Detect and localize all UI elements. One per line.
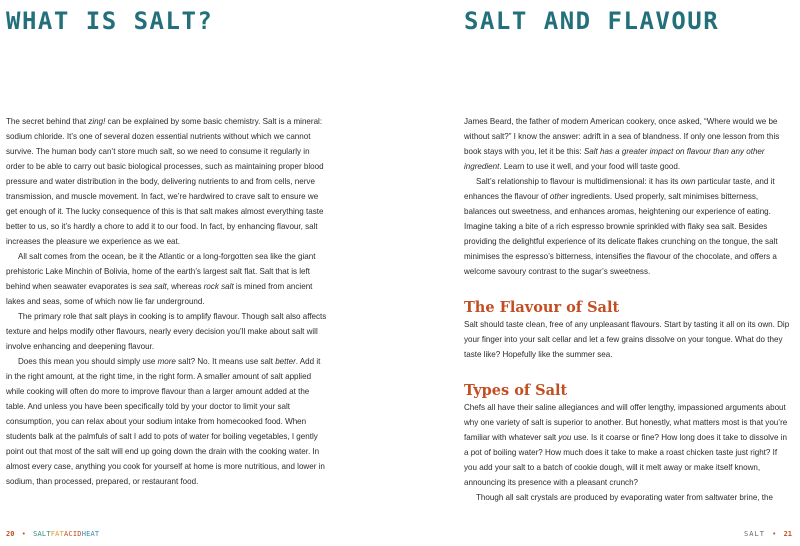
book-title-brand: SALTFATACIDHEAT (33, 530, 100, 538)
paragraph: James Beard, the father of modern American cookery, once asked, “Where would we be without salt?” I know the answer: adrift in a sea of blandness. If only one lesson from this book stays with you, let it be this: Salt has a greater impact on flavour than any other ingredient. Learn to use it well, and your food will taste good. (464, 117, 780, 171)
page-footer-right (744, 530, 792, 538)
footer-separator: • (772, 530, 777, 538)
paragraph: Chefs all have their saline allegiances and will offer lengthy, impassioned arguments about why one variety of salt is superior to another. But honestly, what matters most is that you’re familiar with whatever salt you use. Is it coarse or fine? How long does it take to dissolve in a pot of boiling water? How much does it take to make a roast chicken taste just right? If you add your salt to a batch of cookie dough, will it melt away or make itself known, announcing its presence with a pleasant crunch? (464, 403, 788, 487)
paragraph: Salt’s relationship to flavour is multidimensional: it has its own particular taste, and it enhances the flavour of other ingredients. Used properly, salt minimises bitterness, balances out sweetness, and enhances aromas, heightening our experience of eating. Imagine taking a bite of a rich espresso brownie sprinkled with flaky sea salt. Besides providing the delightful experience of its delicate flakes crunching on the tongue, the salt minimises the espresso’s bitterness, intensifies the flavour of the chocolate, and offers a welcome savoury contrast to the sugar’s sweetness. (464, 177, 778, 276)
paragraph: Salt should taste clean, free of any unpleasant flavours. Start by tasting it all on its own. Dip your finger into your salt cellar and let a few grains dissolve on your tongue. What do they taste like? Hopefully like the summer sea. (464, 320, 790, 359)
right-body-text (464, 114, 790, 505)
left-body-text (6, 114, 328, 489)
page-number: 20 (6, 530, 15, 538)
paragraph: The secret behind that zing! can be explained by some basic chemistry. Salt is a mineral: sodium chloride. It’s one of several dozen essential nutrients without which we cannot survive. The human body can’t store much salt, so we need to consume it regularly in order to be able to carry out basic biological processes, such as maintaining proper blood pressure and water distribution in the body, delivering nutrients to and from cells, nerve transmission, and muscle movement. In fact, we’re hardwired to crave salt to ensure we get enough of it. The lucky consequence of this is that salt makes almost everything taste better to us, so it’s hardly a chore to add it to our food. In fact, by enhancing flavour, salt increases the pleasure we experience as we eat. (6, 117, 324, 246)
footer-separator: • (21, 530, 26, 538)
paragraph: Does this mean you should simply use more salt? No. It means use salt better. Add it in the right amount, at the right time, in the right form. A smaller amount of salt applied while cooking will often do more to improve flavour than a larger amount added at the table. And unless you have been specifically told by your doctor to limit your salt consumption, you can relax about your sodium intake from homecooked food. When students balk at the palmfuls of salt I add to pots of water for boiling vegetables, I gently point out that most of the salt will end up going down the drain with the cooking water. In almost every case, anything you cook for yourself at home is more nutritious, and lower in sodium, than processed, prepared, or restaurant food. (6, 357, 325, 486)
section-heading-types-of-salt: Types of Salt (464, 382, 568, 399)
page-number: 21 (783, 530, 792, 538)
section-heading-flavour-of-salt: The Flavour of Salt (464, 299, 620, 316)
paragraph: The primary role that salt plays in cooking is to amplify flavour. Though salt also affects texture and helps modify other flavours, nearly every decision you’ll make about salt will involve enhancing and deepening flavour. (6, 312, 327, 351)
right-page (400, 0, 800, 546)
paragraph: All salt comes from the ocean, be it the Atlantic or a long-forgotten sea like the giant prehistoric Lake Minchin of Bolivia, home of the earth’s largest salt flat. Salt that is left behind when seawater evaporates is sea salt, whereas rock salt is mined from ancient lakes and seas, some of which now lie far underground. (6, 252, 316, 306)
paragraph: Though all salt crystals are produced by evaporating water from saltwater brine, the (476, 493, 773, 502)
page-title-what-is-salt: WHAT IS SALT? (6, 7, 214, 35)
section-label: SALT (744, 530, 765, 538)
page-footer-left (6, 530, 99, 538)
page-title-salt-and-flavour: SALT AND FLAVOUR (464, 7, 720, 35)
